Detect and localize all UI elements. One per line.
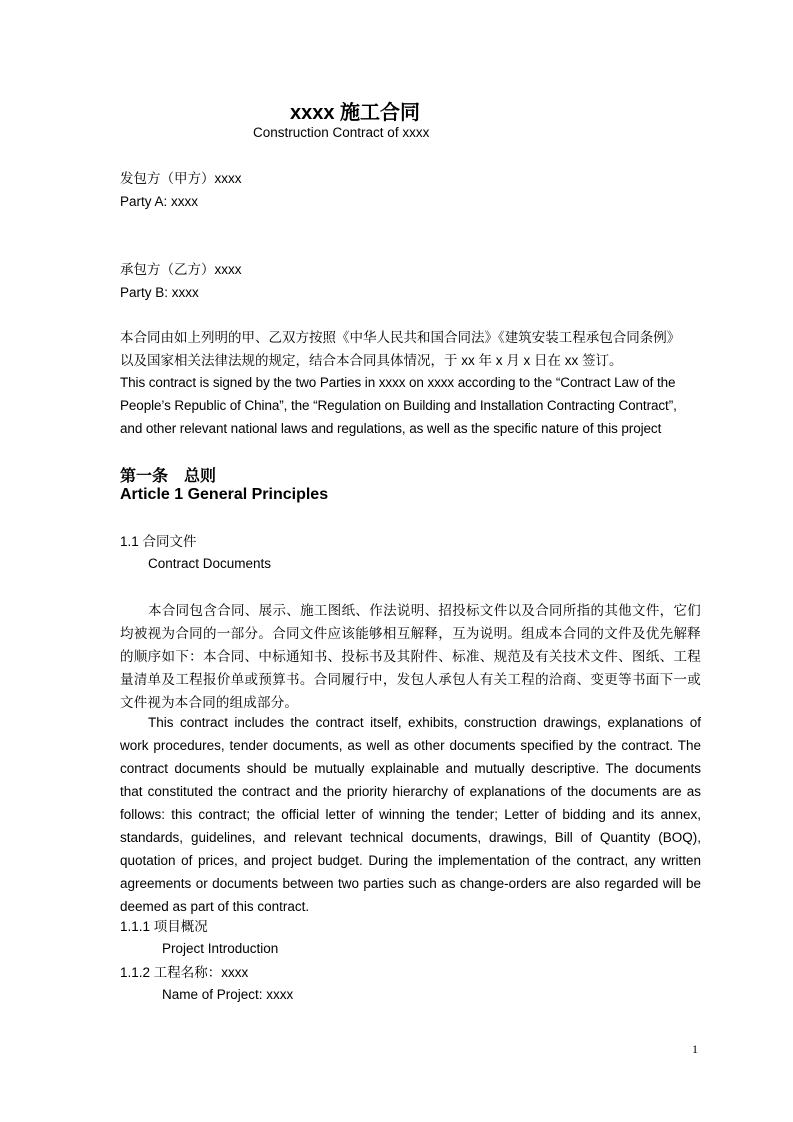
intro-zh-line-1: 本合同由如上列明的甲、乙双方按照《中华人民共和国合同法》《建筑安装工程承包合同条例》 (120, 330, 681, 345)
article-1-heading-zh: 第一条 总则 (120, 468, 217, 485)
section-1-1-1-zh: 1.1.1 项目概况 (120, 919, 208, 934)
page-number: 1 (692, 1042, 698, 1056)
contract-subtitle: Construction Contract of xxxx (253, 125, 430, 140)
section-1-1-body-zh: 本合同包含合同、展示、施工图纸、作法说明、招投标文件以及合同所指的其他文件，它们均被视为合同的一部分。合同文件应该能够相互解释，互为说明。组成本合同的文件及优先解释的顺序如下：本合同、中标通知书、投标书及其附件、标准、规范及有关技术文件、图纸、工程量清单及工程报价单或预算书。合同履行中，发包人承包人有关工程的洽商、变更等书面下一或文件视为本合同的组成部分。 (120, 603, 701, 710)
article-1-heading-en: Article 1 General Principles (120, 486, 329, 503)
party-b-en: Party B: xxxx (120, 285, 199, 300)
contract-title: xxxx 施工合同 (290, 102, 421, 124)
section-1-1-en: Contract Documents (148, 556, 272, 571)
party-a-en: Party A: xxxx (120, 194, 199, 209)
section-1-1-body-en: This contract includes the contract itself, exhibits, construction drawings, explanations of work procedures, tender documents, as well as other documents specified by the contract. The contract documents should be mutually explainable and mutually descriptive. The documents that constituted the contract and the priority hierarchy of explanations of the documents are as follows: this contract; the official letter of winning the tender; Letter of bidding and its annex, standards, guidelines, and relevant technical documents, drawings, Bill of Quantity (BOQ), quotation of prices, and project budget. During the implementation of the contract, any written agreements or documents between two parties such as change-orders are also regarded will be deemed as part of this contract. (120, 715, 701, 914)
party-b-zh: 承包方（乙方）xxxx (120, 262, 242, 277)
intro-en-line-3: and other relevant national laws and regulations, as well as the specific nature of this project (120, 421, 662, 436)
party-a-zh: 发包方（甲方）xxxx (120, 171, 242, 186)
section-1-1-2-zh: 1.1.2 工程名称：xxxx (120, 965, 249, 980)
section-1-1-2-en: Name of Project: xxxx (162, 987, 294, 1002)
intro-zh-line-2: 以及国家相关法律法规的规定，结合本合同具体情况，于 xx 年 x 月 x 日在 xx 签订。 (120, 353, 623, 368)
section-1-1-zh: 1.1 合同文件 (120, 534, 197, 549)
intro-en-line-1: This contract is signed by the two Parties in xxxx on xxxx according to the “Contract Law of the (120, 375, 676, 390)
section-1-1-1-en: Project Introduction (162, 941, 279, 956)
intro-en-line-2: People’s Republic of China”, the “Regulation on Building and Installation Contracting Contract”, (120, 398, 677, 413)
